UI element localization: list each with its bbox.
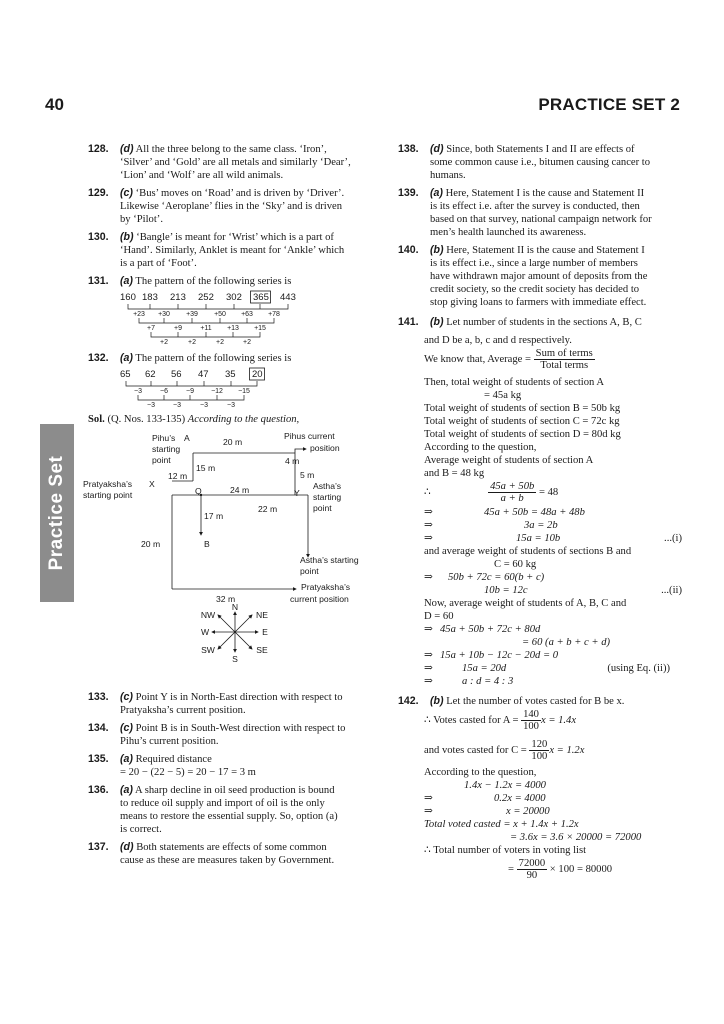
formula-suffix: x = 1.4x — [540, 715, 577, 726]
formula-prefix: We know that, Average = — [424, 354, 532, 365]
second-difference: +7 — [147, 325, 155, 332]
explanation-line: Pratyaksha’s current position. — [120, 705, 246, 716]
formula-prefix: and votes casted for C = — [424, 745, 527, 756]
third-difference: +2 — [216, 339, 224, 346]
equation-rhs: = 48 — [538, 487, 559, 498]
explanation-line: based on that survey, national campaign network for — [430, 214, 652, 225]
fraction-denominator: 100 — [531, 751, 548, 763]
answer-option: (c) — [120, 187, 133, 199]
average-equation — [424, 480, 682, 506]
explanation-line: cause as these are measures taken by Government. — [120, 855, 335, 866]
label-pihu-start: point — [152, 455, 171, 465]
first-difference: +39 — [186, 311, 198, 318]
explanation-line: ‘Silver’ and ‘Gold’ are all metals and similarly ‘Dear’, — [120, 157, 351, 168]
equation: x = 20000 — [506, 806, 550, 817]
label-point-a: A — [184, 433, 190, 443]
answer-142 — [398, 695, 682, 708]
series-132-diagram — [120, 367, 370, 409]
question-number: 131. — [88, 275, 109, 287]
explanation-line: ‘Lion’ and ‘Wolf’ are all wild animals. — [120, 170, 284, 181]
answer-option: (a) — [120, 275, 133, 287]
answer-131 — [88, 275, 378, 288]
label-segment-17m: 17 m — [204, 511, 224, 521]
explanation-line: is a part of ‘Foot’. — [120, 258, 197, 269]
explanation-line: and B = 48 kg — [424, 468, 485, 479]
explanation-line: Average weight of students of section A — [424, 455, 594, 466]
answer-option: (b) — [120, 231, 134, 243]
answer-option: (a) — [120, 753, 133, 765]
equation: 45a + 50b + 72c + 80d — [440, 624, 541, 635]
equation: 0.2x = 4000 — [494, 793, 546, 804]
series-term: 183 — [142, 292, 158, 303]
question-number: 135. — [88, 753, 109, 765]
second-difference: −3 — [147, 402, 155, 409]
side-tab-label: Practice Set — [46, 455, 67, 571]
side-tab — [40, 424, 74, 602]
answer-option: (b) — [430, 316, 444, 328]
explanation-line: humans. — [430, 170, 466, 181]
label-pihu-start: Pihu’s — [152, 433, 176, 443]
explanation-line: to reduce oil supply and import of oil is the only — [120, 798, 325, 809]
question-number: 136. — [88, 784, 109, 796]
answer-134 — [88, 722, 378, 748]
explanation-line: Total voted casted = x + 1.4x + 1.2x — [424, 819, 579, 830]
answer-128 — [88, 143, 378, 182]
compass-e: E — [262, 627, 268, 637]
explanation-line: men’s health launched its awareness. — [430, 227, 587, 238]
explanation-line: Here, Statement II is the cause and Statement I — [446, 245, 645, 256]
series-term: 160 — [120, 292, 136, 303]
series-term: 443 — [280, 292, 296, 303]
solution-142-body — [398, 708, 682, 883]
first-difference: −3 — [134, 388, 142, 395]
explanation-line: ∴ Total number of voters in voting list — [424, 845, 587, 856]
series-term: 213 — [170, 292, 186, 303]
path-4m — [295, 449, 306, 453]
math-line — [424, 649, 682, 662]
series-term-highlighted: 20 — [252, 369, 263, 380]
answer-140 — [398, 244, 682, 309]
page-number: 40 — [45, 95, 64, 114]
explanation-line: The pattern of the following series is — [135, 276, 292, 287]
explanation-line: Let number of students in the sections A, B, C — [446, 317, 642, 328]
explanation-line: credit society, so the credit society has decided to — [430, 284, 640, 295]
first-difference: −9 — [186, 388, 194, 395]
question-number: 133. — [88, 691, 109, 703]
explanation-line: some common cause i.e., bitumen causing cancer to — [430, 157, 651, 168]
explanation-line: According to the question, — [424, 442, 537, 453]
equation: 15a + 10b − 12c − 20d = 0 — [440, 650, 559, 661]
math-line — [424, 792, 682, 805]
implies-symbol: ⇒ — [424, 572, 433, 583]
series-term-highlighted: 365 — [253, 292, 269, 303]
first-difference: −12 — [211, 388, 223, 395]
series-term: 62 — [145, 369, 156, 380]
therefore-symbol: ∴ — [424, 487, 431, 498]
equation-tag: ...(i) — [664, 533, 682, 544]
series-term: 56 — [171, 369, 182, 380]
explanation-line: = 20 − (22 − 5) = 20 − 17 = 3 m — [120, 767, 256, 778]
math-line: C = 60 kg — [494, 559, 537, 570]
third-difference: +2 — [160, 339, 168, 346]
first-difference: +30 — [158, 311, 170, 318]
math-line — [424, 805, 682, 818]
implies-symbol: ⇒ — [424, 520, 433, 531]
answer-option: (b) — [430, 244, 444, 256]
answer-141 — [398, 316, 682, 329]
fraction-numerator: 72000 — [518, 858, 546, 870]
answer-option: (d) — [120, 841, 134, 853]
math-line — [424, 662, 682, 675]
label-segment-20m-left: 20 m — [141, 539, 161, 549]
compass — [212, 612, 258, 652]
fraction — [521, 709, 541, 732]
math-line — [424, 571, 682, 584]
answer-option: (c) — [120, 691, 133, 703]
explanation-line: and average weight of students of sections B and — [424, 546, 632, 557]
question-number: 132. — [88, 352, 109, 364]
question-number: 139. — [398, 187, 419, 199]
series-term: 35 — [225, 369, 236, 380]
explanation-line: Total weight of students of section C = 72c kg — [424, 416, 620, 427]
fraction — [488, 481, 536, 504]
explanation-line: A sharp decline in oil seed production is bound — [135, 785, 335, 796]
question-number: 129. — [88, 187, 109, 199]
total-voters-formula — [424, 857, 682, 883]
implies-symbol: ⇒ — [424, 663, 433, 674]
compass-sw: SW — [201, 645, 215, 655]
direction-diagram — [83, 429, 378, 691]
explanation-line: Both statements are effects of some common — [136, 842, 327, 853]
first-difference: −6 — [160, 388, 168, 395]
first-difference: +23 — [133, 311, 145, 318]
explanation-line: is its effect i.e., since a large number of members — [430, 258, 638, 269]
explanation-line: have withdrawn major amount of deposits from the — [430, 271, 648, 282]
explanation-line: Since, both Statements I and II are effects of — [446, 144, 635, 155]
fraction-denominator: Total terms — [540, 360, 589, 372]
solution-label: Sol. — [88, 414, 105, 425]
implies-symbol: ⇒ — [424, 793, 433, 804]
answer-option: (a) — [120, 352, 133, 364]
math-line — [424, 675, 682, 688]
answer-option: (a) — [430, 187, 443, 199]
answer-option: (c) — [120, 722, 133, 734]
label-segment-20m: 20 m — [223, 437, 243, 447]
right-column — [398, 143, 682, 883]
equation: 10b = 12c — [484, 585, 528, 596]
solution-ref: (Q. Nos. 133-135) — [107, 414, 186, 425]
explanation-line: ‘Hand’. Similarly, Anklet is meant for ‘Ankle’ which — [120, 245, 345, 256]
label-segment-32m: 32 m — [216, 594, 236, 604]
explanation-line: ‘Bangle’ is meant for ‘Wrist’ which is a part of — [136, 232, 334, 243]
implies-symbol: ⇒ — [424, 676, 433, 687]
fraction-numerator: 120 — [531, 739, 548, 751]
math-line: = 3.6x = 3.6 × 20000 = 72000 — [510, 832, 642, 843]
explanation-line: Total weight of students of section B = 50b kg — [424, 403, 621, 414]
fraction-numerator: 140 — [523, 709, 539, 721]
practice-set-title: PRACTICE SET 2 — [538, 95, 680, 114]
formula-prefix: = — [508, 864, 514, 875]
explanation-line: Let the number of votes casted for B be x. — [446, 696, 625, 707]
explanation-line: The pattern of the following series is — [135, 353, 292, 364]
label-segment-4m: 4 m — [285, 456, 300, 466]
math-line — [424, 506, 682, 519]
explanation-line: D = 60 — [424, 611, 454, 622]
question-number: 128. — [88, 143, 109, 155]
label-pihu-current: Pihus current — [284, 431, 335, 441]
explanation-line: is its effect i.e. after the survey is conducted, then — [430, 201, 640, 212]
question-number: 138. — [398, 143, 419, 155]
votes-a-formula — [424, 708, 682, 734]
series-term: 47 — [198, 369, 209, 380]
math-line — [424, 636, 682, 649]
answer-139 — [398, 187, 682, 239]
label-point-y: Y — [294, 488, 300, 498]
second-difference: +15 — [254, 325, 266, 332]
explanation-line: Required distance — [135, 754, 212, 765]
explanation-line: and D be a, b, c and d respectively. — [424, 335, 572, 346]
answer-129 — [88, 187, 378, 226]
third-difference: +2 — [243, 339, 251, 346]
second-difference: +11 — [200, 325, 212, 332]
math-line — [424, 532, 682, 545]
fraction-denominator: 100 — [523, 721, 539, 733]
second-difference: −3 — [227, 402, 235, 409]
equation: 50b + 72c = 60(b + c) — [448, 572, 545, 583]
first-difference: −15 — [238, 388, 250, 395]
compass-ne: NE — [256, 610, 268, 620]
third-difference: +2 — [188, 339, 196, 346]
answer-133 — [88, 691, 378, 717]
equation: 15a = 20d — [462, 663, 507, 674]
equation: a : d = 4 : 3 — [462, 676, 514, 687]
label-point-x: X — [149, 479, 155, 489]
first-difference: +50 — [214, 311, 226, 318]
explanation-line: Likewise ‘Aeroplane’ flies in the ‘Sky’ and is driven — [120, 201, 343, 212]
math-line: = 45a kg — [484, 390, 522, 401]
equation: = 60 (a + b + c + d) — [522, 637, 611, 648]
fraction-numerator: Sum of terms — [535, 348, 593, 360]
answer-132 — [88, 352, 378, 365]
explanation-line: Here, Statement I is the cause and Statement II — [445, 188, 645, 199]
explanation-line: Point B is in South-West direction with respect to — [135, 723, 346, 734]
second-difference: −3 — [173, 402, 181, 409]
series-131 — [120, 290, 378, 346]
label-astha-right: starting — [313, 492, 342, 502]
equation: 3a = 2b — [524, 520, 558, 531]
explanation-line: is correct. — [120, 824, 162, 835]
label-segment-24m: 24 m — [230, 485, 250, 495]
label-pratyaksha-start: starting point — [83, 490, 133, 500]
label-astha-start: Astha’s starting — [300, 555, 359, 565]
question-number: 130. — [88, 231, 109, 243]
series-131-diagram — [120, 290, 370, 346]
answer-option: (d) — [430, 143, 444, 155]
answer-137 — [88, 841, 378, 867]
formula-prefix: ∴ Votes casted for A = — [424, 715, 519, 726]
label-astha-right: Astha’s — [313, 481, 342, 491]
label-point-b: B — [204, 539, 210, 549]
label-astha-start: point — [300, 566, 319, 576]
explanation-line: stop giving loans to farmers with immediate effect. — [430, 297, 647, 308]
question-number: 141. — [398, 316, 419, 328]
series-term: 252 — [198, 292, 214, 303]
answer-138 — [398, 143, 682, 182]
question-number: 140. — [398, 244, 419, 256]
fraction-denominator: 90 — [526, 870, 538, 882]
answer-option: (b) — [430, 695, 444, 707]
average-formula — [424, 347, 682, 373]
answer-option: (d) — [120, 143, 134, 155]
label-pihu-current: position — [310, 443, 340, 453]
fraction — [534, 348, 595, 371]
label-segment-15m: 15 m — [196, 463, 216, 473]
compass-n: N — [231, 602, 239, 612]
question-number: 142. — [398, 695, 419, 707]
explanation-line: Then, total weight of students of section A — [424, 377, 605, 388]
first-difference: +63 — [241, 311, 253, 318]
answer-option: (a) — [120, 784, 133, 796]
votes-c-formula — [424, 738, 682, 764]
solution-141-body — [398, 334, 682, 688]
formula-suffix: x = 1.2x — [549, 745, 585, 756]
second-difference: −3 — [200, 402, 208, 409]
series-term: 65 — [120, 369, 131, 380]
compass-w: W — [200, 627, 210, 637]
math-line — [424, 623, 682, 636]
label-segment-12m: 12 m — [168, 471, 188, 481]
label-segment-5m: 5 m — [300, 470, 315, 480]
equation-tag: ...(ii) — [661, 585, 682, 596]
label-segment-22m: 22 m — [258, 504, 278, 514]
direction-diagram-svg — [80, 429, 375, 691]
implies-symbol: ⇒ — [424, 650, 433, 661]
label-pratyaksha-current: current position — [290, 594, 349, 604]
solution-text: According to the question, — [187, 414, 300, 425]
solution-intro — [88, 413, 378, 426]
fraction-denominator: a + b — [500, 493, 524, 505]
explanation-line: by ‘Pilot’. — [120, 214, 163, 225]
explanation-line: ‘Bus’ moves on ‘Road’ and is driven by ‘Driver’. — [135, 188, 345, 199]
explanation-line: Total weight of students of section D = 80d kg — [424, 429, 621, 440]
explanation-line: Pihu’s current position. — [120, 736, 219, 747]
explanation-line: Now, average weight of students of A, B, C and — [424, 598, 627, 609]
answer-130 — [88, 231, 378, 270]
explanation-line: All the three belong to the same class. ‘Iron’, — [135, 144, 327, 155]
explanation-line: Point Y is in North-East direction with respect to — [135, 692, 343, 703]
question-number: 134. — [88, 722, 109, 734]
equation-tag: (using Eq. (ii)) — [607, 663, 670, 674]
fraction — [529, 739, 549, 762]
implies-symbol: ⇒ — [424, 806, 433, 817]
second-difference: +13 — [227, 325, 239, 332]
equation: 45a + 50b = 48a + 48b — [484, 507, 585, 518]
first-difference: +78 — [268, 311, 280, 318]
answer-135 — [88, 753, 378, 779]
fraction-numerator: 45a + 50b — [490, 481, 535, 493]
label-pratyaksha-start: Pratyaksha’s — [83, 479, 133, 489]
formula-suffix: × 100 = 80000 — [549, 864, 613, 875]
implies-symbol: ⇒ — [424, 533, 433, 544]
implies-symbol: ⇒ — [424, 507, 433, 518]
compass-se: SE — [256, 645, 268, 655]
math-line — [424, 519, 682, 532]
explanation-line: means to restore the essential supply. So, option (a) — [120, 811, 338, 822]
compass-s: S — [232, 654, 238, 664]
second-difference: +9 — [174, 325, 182, 332]
series-132 — [120, 367, 378, 407]
equation: 15a = 10b — [516, 533, 561, 544]
answer-136 — [88, 784, 378, 836]
label-astha-right: point — [313, 503, 332, 513]
explanation-line: According to the question, — [424, 767, 537, 778]
implies-symbol: ⇒ — [424, 624, 433, 635]
math-line: 1.4x − 1.2x = 4000 — [464, 780, 546, 791]
question-number: 137. — [88, 841, 109, 853]
math-line — [424, 584, 682, 597]
left-column — [83, 143, 378, 872]
label-pratyaksha-current: Pratyaksha’s — [301, 582, 351, 592]
label-point-q: Q — [195, 486, 202, 496]
fraction — [517, 858, 547, 881]
label-pihu-start: starting — [152, 444, 181, 454]
series-term: 302 — [226, 292, 242, 303]
compass-nw: NW — [200, 610, 216, 620]
